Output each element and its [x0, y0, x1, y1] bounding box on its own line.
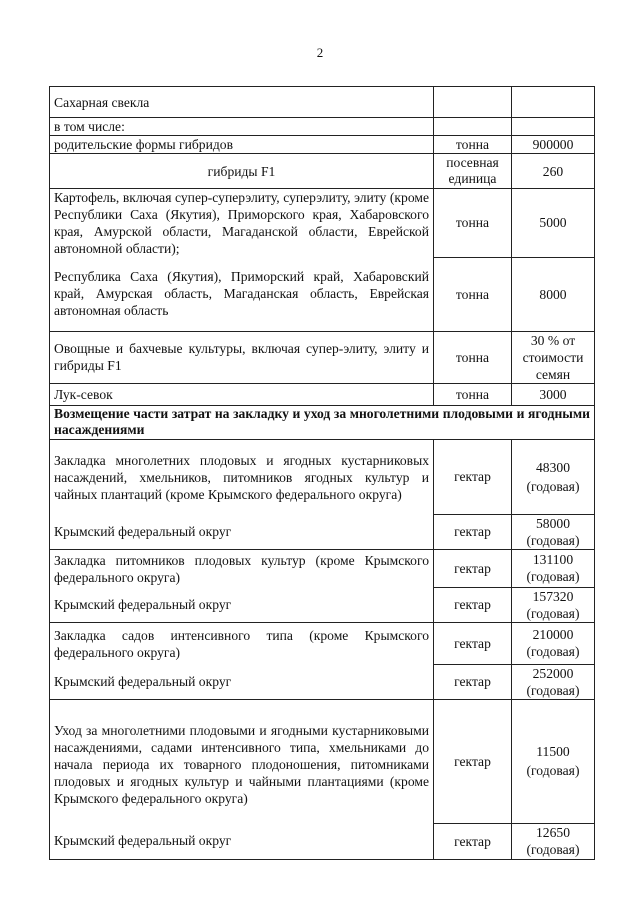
row-unit: тонна — [434, 383, 512, 405]
row-unit: гектар — [434, 514, 512, 549]
table-row — [50, 257, 595, 331]
table-row — [50, 587, 595, 622]
row-name: Крымский федеральный округ — [50, 823, 434, 859]
row-name: Сахарная свекла — [50, 87, 434, 118]
row-unit: тонна — [434, 136, 512, 154]
row-value: 900000 — [512, 136, 595, 154]
table-row — [50, 189, 595, 258]
row-value: 131100 (годовая) — [512, 549, 595, 587]
row-unit: гектар — [434, 664, 512, 699]
row-name: Крымский федеральный округ — [50, 664, 434, 699]
row-unit — [434, 87, 512, 118]
row-unit: тонна — [434, 331, 512, 383]
table-row — [50, 664, 595, 699]
row-name: родительские формы гибридов — [50, 136, 434, 154]
row-unit: гектар — [434, 439, 512, 514]
table-row — [50, 383, 595, 405]
subsidy-rates-table — [49, 86, 595, 860]
table-row — [50, 331, 595, 383]
row-name: Закладка садов интенсивного типа (кроме Крымского федерального округа) — [50, 622, 434, 664]
row-unit: гектар — [434, 622, 512, 664]
row-name: Республика Саха (Якутия), Приморский край, Хабаровский край, Амурская область, Магаданская область, Еврейская автономная область — [50, 257, 434, 331]
row-unit: тонна — [434, 189, 512, 258]
row-value: 260 — [512, 154, 595, 189]
table-row — [50, 699, 595, 823]
row-unit: тонна — [434, 257, 512, 331]
row-name: Лук-севок — [50, 383, 434, 405]
row-unit — [434, 118, 512, 136]
row-value: 30 % от стоимости семян — [512, 331, 595, 383]
table-row — [50, 136, 595, 154]
page-number: 2 — [316, 45, 324, 60]
row-name: Крымский федеральный округ — [50, 587, 434, 622]
table-row — [50, 87, 595, 118]
row-value: 11500 (годовая) — [512, 699, 595, 823]
row-value: 5000 — [512, 189, 595, 258]
row-unit: гектар — [434, 823, 512, 859]
row-name: в том числе: — [50, 118, 434, 136]
row-value: 252000 (годовая) — [512, 664, 595, 699]
row-value: 210000 (годовая) — [512, 622, 595, 664]
table-row — [50, 118, 595, 136]
row-name: Закладка многолетних плодовых и ягодных кустарниковых насаждений, хмельников, питомников ягодных культур и чайных плантаций (кроме Крымского федерального округа) — [50, 439, 434, 514]
row-value: 48300 (годовая) — [512, 439, 595, 514]
table-row — [50, 622, 595, 664]
row-name: гибриды F1 — [50, 154, 434, 189]
row-name: Крымский федеральный округ — [50, 514, 434, 549]
row-value — [512, 87, 595, 118]
row-name: Уход за многолетними плодовыми и ягодными кустарниковыми насаждениями, садами интенсивного типа, хмельниками до начала периода их товарного плодоношения, питомниками плодовых и ягодных культур и чайными плантациями (кроме Крымского федерального округа) — [50, 699, 434, 823]
row-value: 3000 — [512, 383, 595, 405]
row-unit: гектар — [434, 699, 512, 823]
table-row — [50, 405, 595, 439]
row-value: 8000 — [512, 257, 595, 331]
row-unit: гектар — [434, 587, 512, 622]
row-value: 12650 (годовая) — [512, 823, 595, 859]
row-unit: гектар — [434, 549, 512, 587]
table-row — [50, 514, 595, 549]
table-row — [50, 439, 595, 514]
row-name: Овощные и бахчевые культуры, включая супер-элиту, элиту и гибриды F1 — [50, 331, 434, 383]
row-value: 58000 (годовая) — [512, 514, 595, 549]
row-value: 157320 (годовая) — [512, 587, 595, 622]
table-row — [50, 549, 595, 587]
table-row — [50, 823, 595, 859]
row-name: Картофель, включая супер-суперэлиту, суперэлиту, элиту (кроме Республики Саха (Якутия), Приморского края, Хабаровского края, Амурской области, Магаданской области, Еврейской автономной области); — [50, 189, 434, 258]
row-unit: посевная единица — [434, 154, 512, 189]
table-row — [50, 154, 595, 189]
row-name: Закладка питомников плодовых культур (кроме Крымского федерального округа) — [50, 549, 434, 587]
row-value — [512, 118, 595, 136]
section-header: Возмещение части затрат на закладку и уход за многолетними плодовыми и ягодными насаждениями — [50, 405, 595, 439]
